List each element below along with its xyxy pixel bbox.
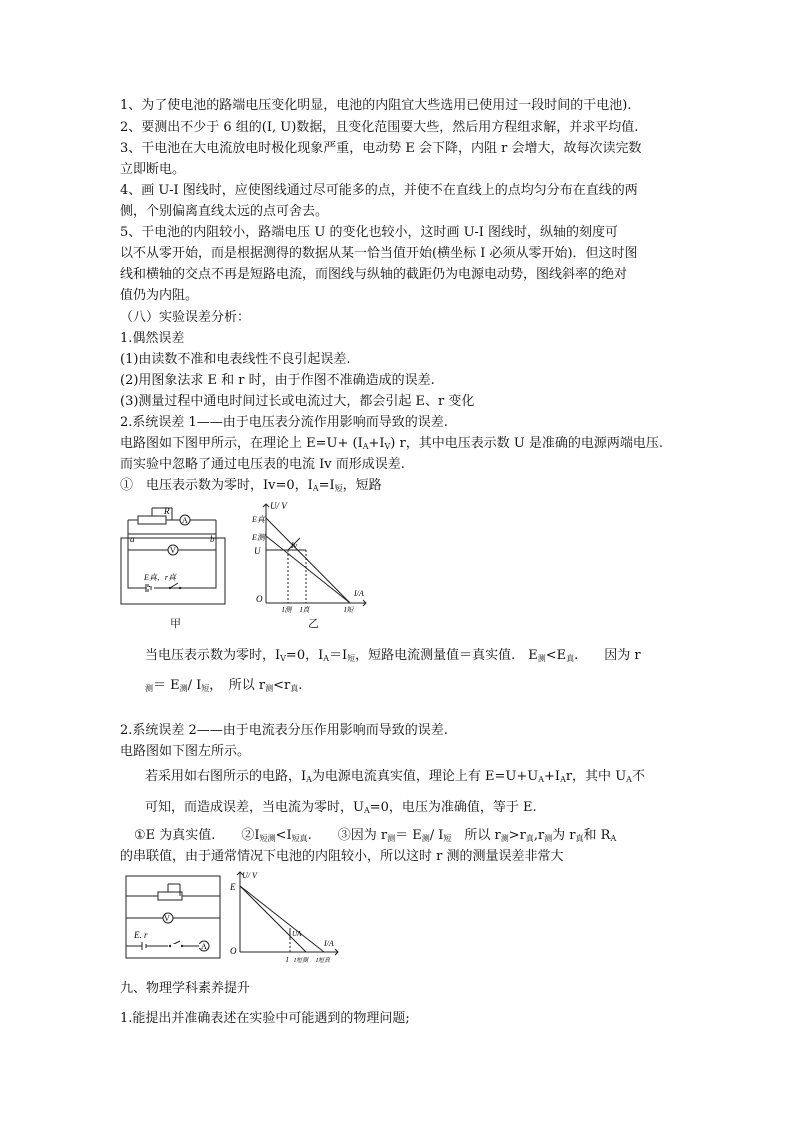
random-error-item-2: (2)用图象法求 E 和 r 时，由于作图不准确造成的误差. (120, 373, 435, 388)
label-i-short-meas: I短测 (294, 958, 308, 964)
list-item-5-cont1: 以不从零开始，而是根据测得的数据从某一恰当值开始(横坐标 I 必须从零开始)．但这时图 (120, 246, 638, 261)
list-item-5-cont3: 值仍为内阻。 (120, 288, 199, 303)
system-error-2-line1: 电路图如下图左所示。 (120, 744, 251, 759)
label-e-true: E真 (252, 515, 265, 524)
label-iv: Iv (291, 541, 298, 550)
label-o-2: O (230, 946, 237, 956)
label-i-short: I短 (344, 606, 354, 614)
label-e-meas: E测 (252, 533, 265, 542)
label-ammeter-2: A (201, 942, 207, 951)
label-voltmeter-2: V (164, 914, 170, 923)
label-a: a (130, 534, 135, 544)
label-battery-2: E. r (134, 930, 148, 940)
label-i-meas: I测 (282, 606, 292, 614)
system-error-2-para4: 的串联值，由于通常情况下电池的内阻较小，所以这时 r 测的测量误差非常大 (120, 849, 564, 864)
system-error-1-conclusion: 当电压表示数为零时，$I_V=0$，$I_A=I_短$，短路电流测量值＝真实值. $E_测<E_真$. 因为 r (145, 648, 641, 663)
label-uv-2: U/ V (242, 871, 257, 880)
label-voltmeter: V (170, 546, 176, 555)
label-ia-2: I/A (324, 939, 334, 948)
label-b: b (210, 534, 215, 544)
random-error-title: 1.偶然误差 (120, 331, 185, 346)
random-error-item-1: (1)由读数不准和电表线性不良引起误差. (120, 352, 351, 367)
system-error-2-para3: ①E 为真实值. $②I_{短测}<I_{短真}$. ③因为 $r_测= E_测/$ $I_短$ 所以 $r_测>r_真,r_测$为 $r_真$和 $R_A$ (134, 828, 617, 843)
label-uv: U/ V (270, 501, 287, 511)
label-ammeter: A (182, 516, 188, 525)
label-ua: UA (292, 930, 302, 938)
list-item-4: 4、画 U-I 图线时，应使图线通过尽可能多的点，并使不在直线上的点均匀分布在直线的两 (120, 183, 638, 198)
list-item-1: 1、为了使电池的路端电压变化明显，电池的内阻宜大些选用已使用过一段时间的干电池). (120, 98, 632, 113)
system-error-1-conclusion-2: $_测= E_测/$ $I_短$， 所以 $r_测<r_真$. (145, 678, 303, 693)
system-error-1-formula: 电路图如下图甲所示，在理论上 $E=U+ (I_A+I_V)$ r，其中电压表示数 U 是准确的电源两端电压. (120, 436, 664, 451)
system-error-2-para1: 若采用如右图所示的电路，$I_A$为电源电流真实值，理论上有 $E=U+U_A+I_Ar$，其中 $U_A$不 (145, 769, 645, 784)
circuit-diagram-ammeter (118, 872, 224, 962)
ui-graph-voltmeter (250, 498, 370, 614)
label-u: U (254, 546, 261, 556)
label-battery: E真，r真 (144, 573, 176, 582)
list-item-4-cont: 侧，个别偏离直线太远的点可舍去。 (120, 204, 329, 219)
system-error-1-title: 2.系统误差 1——由于电压表分流作用影响而导致的误差. (120, 415, 448, 430)
list-item-3-cont: 立即断电。 (120, 162, 186, 177)
label-i-short-true: I短真 (316, 958, 330, 964)
list-item-5: 5、干电池的内阻较小，路端电压 U 的变化也较小，这时画 U-I 图线时，纵轴的刻度可 (120, 225, 619, 240)
section8-title: （八）实验误差分析： (120, 310, 251, 325)
random-error-item-3: (3)测量过程中通电时间过长或电流过大，都会引起 E、r 变化 (120, 394, 475, 409)
label-i: I (286, 956, 289, 964)
section9-title: 九、物理学科素养提升 (120, 981, 251, 996)
label-o: O (256, 594, 263, 604)
list-item-3: 3、干电池在大电流放电时极化现象严重，电动势 E 会下降，内阻 r 会增大，故每次读完数 (120, 141, 642, 156)
list-item-5-cont2: 线和横轴的交点不再是短路电流，而图线与纵轴的截距仍为电源电动势，图线斜率的绝对 (120, 267, 628, 282)
system-error-2-para2: 可知，而造成误差，当电流为零时，$U_A=0$，电压为准确值，等于 E. (145, 800, 537, 815)
figure-caption-yi: 乙 (308, 617, 319, 630)
list-item-2: 2、要测出不少于 6 组的(I, U)数据，且变化范围要大些，然后用方程组求解，并求平均值. (120, 120, 639, 135)
system-error-1-case: ① 电压表示数为零时，Iv=0，$I_A=I_短$，短路 (120, 478, 382, 493)
label-r: R (164, 506, 170, 516)
label-i-true: I真 (300, 606, 310, 614)
label-e: E (230, 882, 236, 892)
section9-item-1: 1.能提出并准确表述在实验中可能遇到的物理问题; (120, 1011, 410, 1026)
label-ia: I/A (354, 589, 364, 598)
system-error-1-line2: 而实验中忽略了通过电压表的电流 Iv 而形成误差. (120, 457, 405, 472)
figure-caption-jia: 甲 (170, 617, 181, 630)
ui-graph-ammeter (224, 868, 342, 964)
system-error-2-title: 2.系统误差 2——由于电流表分压作用影响而导致的误差. (120, 723, 448, 738)
circuit-diagram-voltmeter (118, 500, 228, 608)
